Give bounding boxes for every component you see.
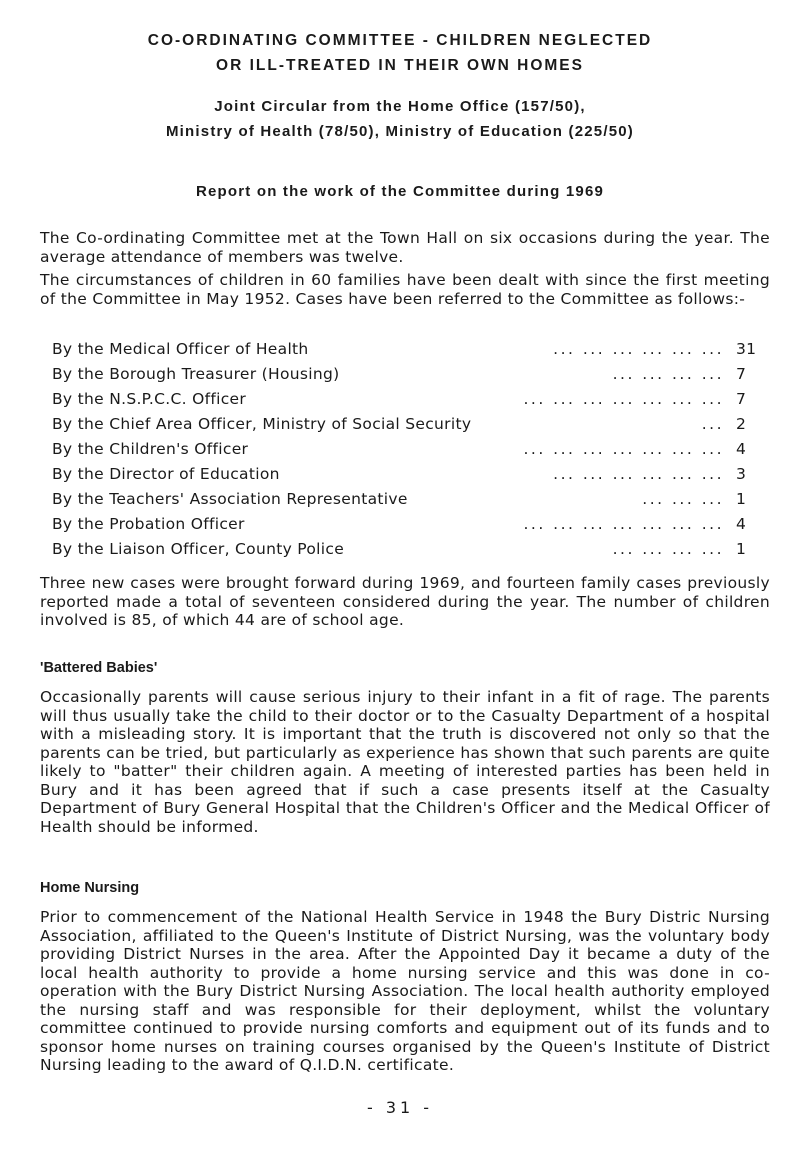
battered-babies-heading: 'Battered Babies' bbox=[40, 660, 158, 676]
circular-reference-line2: Ministry of Health (78/50), Ministry of Education (225/50) bbox=[165, 123, 634, 140]
home-nursing-heading: Home Nursing bbox=[40, 880, 140, 896]
referral-source: By the Chief Area Officer, Ministry of Social Security bbox=[52, 415, 472, 433]
referral-row bbox=[52, 390, 752, 412]
document-title: CO-ORDINATING COMMITTEE - CHILDREN NEGLECTED bbox=[147, 32, 653, 49]
leader-dots: ... bbox=[701, 415, 724, 433]
referral-row bbox=[52, 490, 752, 512]
referral-row bbox=[52, 465, 752, 487]
referral-source: By the N.S.P.C.C. Officer bbox=[52, 390, 247, 408]
referral-row bbox=[52, 340, 757, 362]
leader-dots: ... ... ... bbox=[642, 490, 724, 508]
referral-row bbox=[52, 365, 752, 387]
referral-source: By the Liaison Officer, County Police bbox=[52, 540, 345, 558]
intro-paragraph-meetings: The Co-ordinating Committee met at the Town Hall on six occasions during the year. The average attendance of members was twelve. bbox=[40, 229, 770, 266]
leader-dots: ... ... ... ... ... ... ... bbox=[523, 390, 724, 408]
summary-paragraph: Three new cases were brought forward during 1969, and fourteen family cases previously reported made a total of seventeen considered during the year. The number of children involved is 85, of which 44 are of school age. bbox=[40, 574, 770, 629]
referral-count: 4 bbox=[736, 440, 747, 458]
referral-source: By the Borough Treasurer (Housing) bbox=[52, 365, 340, 383]
leader-dots: ... ... ... ... bbox=[612, 540, 724, 558]
referral-count: 3 bbox=[736, 465, 747, 483]
referral-source: By the Director of Education bbox=[52, 465, 280, 483]
referral-source: By the Medical Officer of Health bbox=[52, 340, 309, 358]
referral-source: By the Teachers' Association Representative bbox=[52, 490, 408, 508]
referral-count: 7 bbox=[736, 365, 747, 383]
referral-count: 31 bbox=[736, 340, 757, 358]
battered-babies-paragraph: Occasionally parents will cause serious injury to their infant in a fit of rage. The parents will thus usually take the child to their doctor or to the Casualty Department of a hospital with a misleading story. It is important that the truth is discovered not only so that the parents can be tried, but particularly as experience has shown that such parents are quite likely to "batter" their children again. A meeting of interested parties has been held in Bury and it has been agreed that if such a case presents itself at the Casualty Department of Bury General Hospital that the Children's Officer and the Medical Officer of Health should be informed. bbox=[40, 688, 770, 836]
referral-count: 1 bbox=[736, 540, 747, 558]
referral-row bbox=[52, 440, 752, 462]
home-nursing-paragraph: Prior to commencement of the National Health Service in 1948 the Bury Distric Nursing Association, affiliated to the Queen's Institute of District Nursing, was the voluntary body providing District Nurses in the area. After the Appointed Day it became a duty of the local health authority to provide a home nursing service and this was done in co-operation with the Bury District Nursing Association. The local health authority employed the nursing staff and was responsible for their deployment, whilst the voluntary committee continued to provide nursing comforts and equipment out of its funds and to sponsor home nurses on training courses organised by the Queen's Institute of District Nursing leading to the award of Q.I.D.N. certificate. bbox=[40, 908, 770, 1074]
leader-dots: ... ... ... ... ... ... ... bbox=[523, 440, 724, 458]
leader-dots: ... ... ... ... bbox=[612, 365, 724, 383]
referral-row bbox=[52, 415, 752, 437]
leader-dots: ... ... ... ... ... ... bbox=[553, 340, 724, 358]
referral-source: By the Children's Officer bbox=[52, 440, 249, 458]
referral-row bbox=[52, 540, 752, 562]
referral-count: 1 bbox=[736, 490, 747, 508]
page-number: - 31 - bbox=[366, 1098, 434, 1117]
referral-count: 7 bbox=[736, 390, 747, 408]
referral-count: 2 bbox=[736, 415, 747, 433]
circular-reference-line1: Joint Circular from the Home Office (157/50), bbox=[214, 98, 586, 115]
referral-source: By the Probation Officer bbox=[52, 515, 245, 533]
document-subtitle: OR ILL-TREATED IN THEIR OWN HOMES bbox=[216, 57, 584, 74]
referral-row bbox=[52, 515, 752, 537]
intro-paragraph-circumstances: The circumstances of children in 60 families have been dealt with since the first meeting of the Committee in May 1952. Cases have been referred to the Committee as follows:- bbox=[40, 271, 770, 308]
leader-dots: ... ... ... ... ... ... ... bbox=[523, 515, 724, 533]
leader-dots: ... ... ... ... ... ... bbox=[553, 465, 724, 483]
report-title: Report on the work of the Committee during 1969 bbox=[195, 183, 605, 200]
referral-count: 4 bbox=[736, 515, 747, 533]
